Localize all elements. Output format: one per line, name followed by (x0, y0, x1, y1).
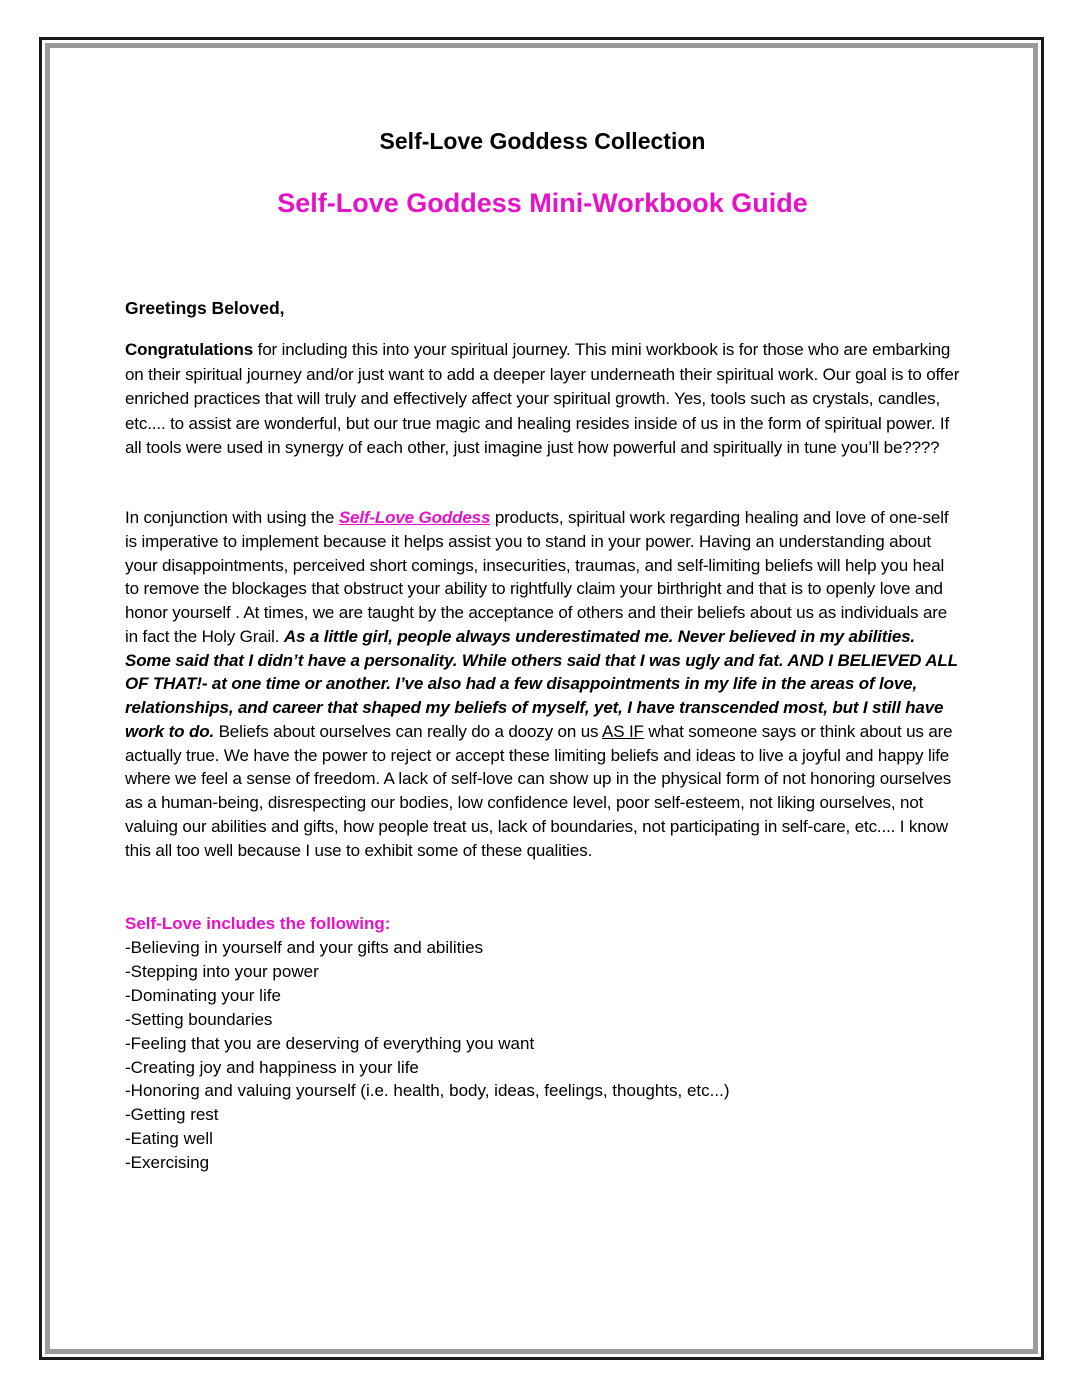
as-if-emphasis: AS IF (602, 721, 644, 741)
list-item: -Creating joy and happiness in your life (125, 1057, 419, 1077)
intro-text: for including this into your spiritual journey. This mini workbook is for those who are embarking on their spiritual journey and/or just want to add a deeper layer underneath their spiritual work. Our goal is to offer enriched practices that will truly and effectively affect your spiritual growth. Yes, tools such as crystals, candles, etc.... to assist are wonderful, but our true magic and healing resides inside of us in the form of spiritual power. If all tools were used in synergy of each other, just imagine just how powerful and spiritually in tune you’ll be???? (125, 340, 960, 457)
conjunction-text-2: Beliefs about ourselves can really do a doozy on us (214, 721, 603, 741)
personal-story: As a little girl, people always underestimated me. Never believed in my abilities. Some said that I didn’t have a personality. While others said that I was ugly and fat. AND I BELIEVED ALL OF THAT!- at one time or another. I’ve also had a few disappointments in my life in the areas of love, relationships, and career that shaped my beliefs of myself, yet, I have transcended most, but I still have work to do. (125, 626, 958, 741)
list-item: -Dominating your life (125, 985, 281, 1005)
self-love-list-heading: Self-Love includes the following: (125, 914, 391, 933)
conjunction-intro: In conjunction with using the (125, 508, 339, 527)
list-item: -Stepping into your power (125, 961, 319, 981)
conjunction-text-3: what someone says or think about us are actually true. We have the power to reject or accept these limiting beliefs and ideas to live a joyful and happy life where we feel a sense of freedom. A lack of self-love can show up in the physical form of not honoring ourselves as a human-being, disrespecting our bodies, low confidence level, poor self-esteem, not liking ourselves, not valuing our abilities and gifts, how people treat us, lack of boundaries, not participating in self-care, etc.... I know this all too well because I use to exhibit some of these qualities. (125, 721, 953, 860)
list-item: -Believing in yourself and your gifts and abilities (125, 938, 484, 957)
intro-lead: Congratulations (125, 340, 254, 359)
self-love-list (125, 936, 729, 1175)
list-item: -Feeling that you are deserving of everything you want (125, 1033, 535, 1053)
list-item: -Eating well (125, 1129, 213, 1149)
conjunction-paragraph (125, 506, 960, 862)
list-item: -Getting rest (125, 1105, 219, 1125)
list-item: -Setting boundaries (125, 1009, 273, 1029)
list-item: -Honoring and valuing yourself (i.e. health, body, ideas, feelings, thoughts, etc...) (125, 1081, 730, 1101)
brand-link[interactable]: Self-Love Goddess (338, 508, 491, 527)
greeting: Greetings Beloved, (125, 298, 285, 318)
guide-title: Self-Love Goddess Mini-Workbook Guide (277, 188, 808, 218)
collection-title: Self-Love Goddess Collection (379, 128, 706, 154)
intro-paragraph (125, 338, 960, 461)
conjunction-text-1: products, spiritual work regarding healing and love of one-self is imperative to implement because it helps assist you to stand in your power. Having an understanding about your disappointments, perceived short comings, insecurities, traumas, and self-limiting beliefs will help you heal to remove the blockages that obstruct your ability to rightfully claim your birthright and that is to openly love and honor yourself . At times, we are taught by the acceptance of others and their beliefs about us as individuals are in fact the Holy Grail. (125, 508, 949, 646)
list-item: -Exercising (125, 1153, 210, 1173)
